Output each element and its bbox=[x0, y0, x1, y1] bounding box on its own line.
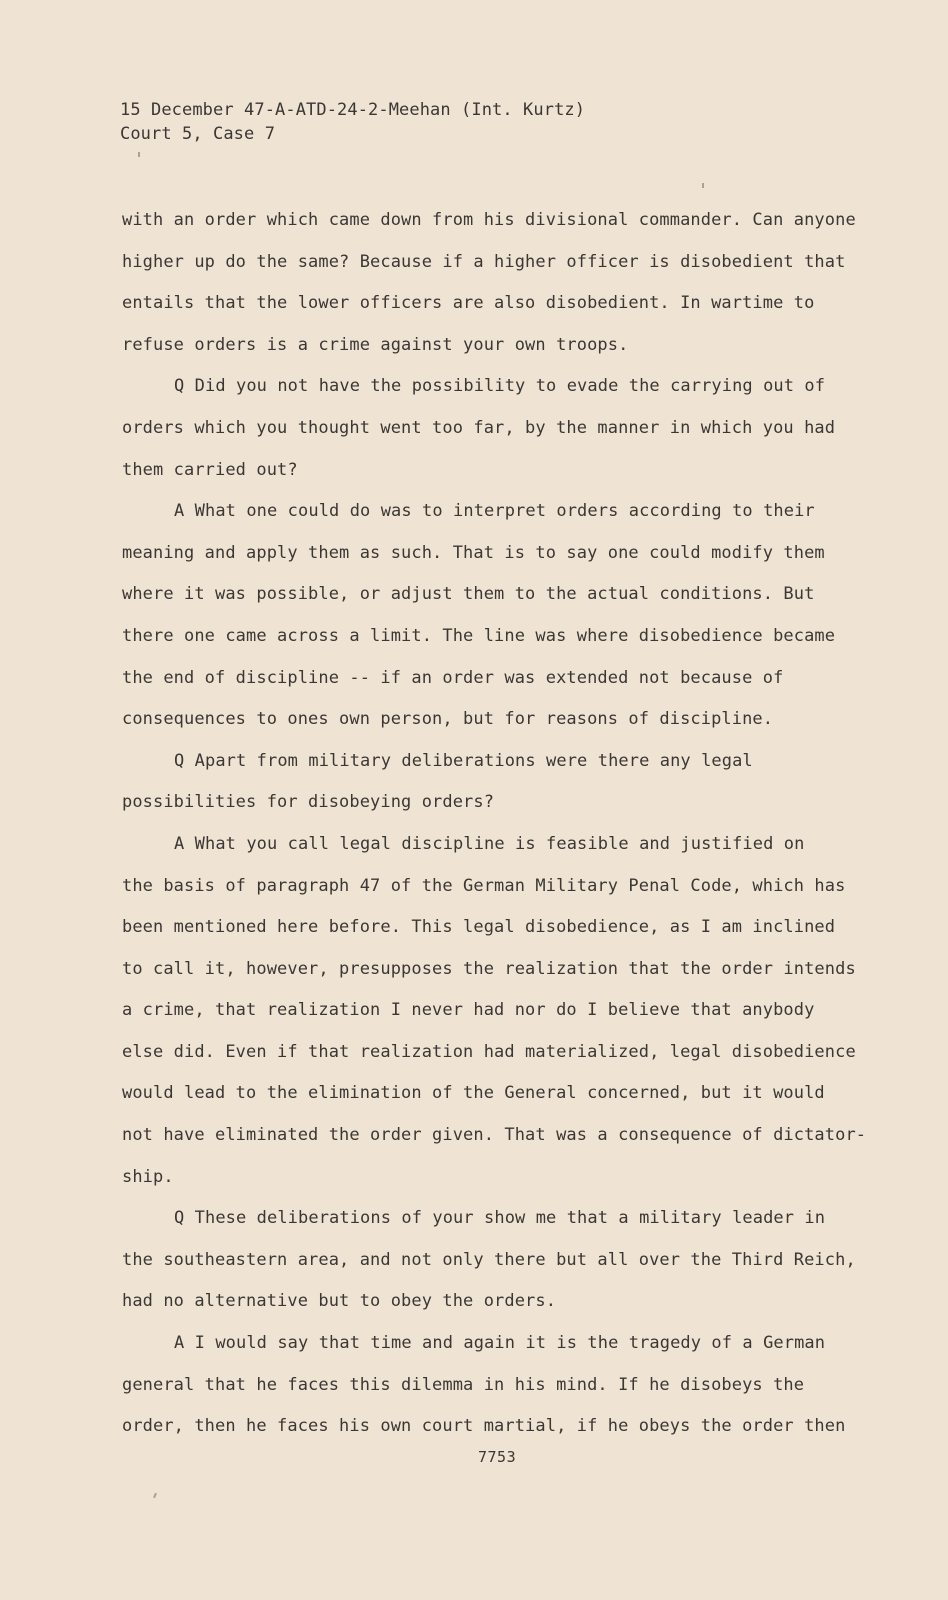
transcript-line: there one came across a limit. The line was where disobedience became bbox=[122, 625, 836, 646]
transcript-body bbox=[122, 200, 867, 1448]
transcript-line: had no alternative but to obey the orders. bbox=[122, 1291, 557, 1312]
transcript-line: a crime, that realization I never had nor do I believe that anybody bbox=[122, 1000, 815, 1021]
transcript-line: higher up do the same? Because if a higher officer is disobedient that bbox=[122, 251, 846, 272]
transcript-line: else did. Even if that realization had materialized, legal disobedience bbox=[122, 1041, 856, 1062]
transcript-line: Q Apart from military deliberations were there any legal bbox=[174, 750, 753, 771]
transcript-line: the basis of paragraph 47 of the German Military Penal Code, which has bbox=[122, 875, 846, 896]
transcript-line: orders which you thought went too far, by the manner in which you had bbox=[122, 417, 836, 438]
transcript-line: Q Did you not have the possibility to evade the carrying out of bbox=[174, 376, 826, 397]
transcript-line: to call it, however, presupposes the realization that the order intends bbox=[122, 958, 856, 979]
header-line-2: Court 5, Case 7 bbox=[120, 124, 276, 144]
transcript-line: refuse orders is a crime against your own troops. bbox=[122, 334, 629, 355]
transcript-line: where it was possible, or adjust them to the actual conditions. But bbox=[122, 584, 815, 605]
transcript-line: A What you call legal discipline is feasible and justified on bbox=[174, 833, 805, 854]
document-header bbox=[120, 98, 585, 146]
page-number: 7753 bbox=[478, 1448, 517, 1466]
transcript-line: consequences to ones own person, but for reasons of discipline. bbox=[122, 709, 774, 730]
transcript-line: not have eliminated the order given. That was a consequence of dictator- bbox=[122, 1125, 867, 1146]
paper-speck bbox=[702, 183, 704, 188]
paper-speck bbox=[138, 152, 140, 157]
transcript-line: would lead to the elimination of the General concerned, but it would bbox=[122, 1083, 825, 1104]
transcript-line: Q These deliberations of your show me that a military leader in bbox=[174, 1208, 826, 1229]
transcript-line: order, then he faces his own court martial, if he obeys the order then bbox=[122, 1416, 846, 1437]
transcript-line: general that he faces this dilemma in his mind. If he disobeys the bbox=[122, 1374, 805, 1395]
transcript-line: A I would say that time and again it is the tragedy of a German bbox=[174, 1333, 826, 1354]
transcript-line: with an order which came down from his divisional commander. Can anyone bbox=[122, 210, 856, 230]
transcript-line: the end of discipline -- if an order was extended not because of bbox=[122, 667, 784, 688]
transcript-line: ship. bbox=[122, 1166, 174, 1187]
transcript-line: been mentioned here before. This legal disobedience, as I am inclined bbox=[122, 917, 836, 938]
transcript-line: meaning and apply them as such. That is to say one could modify them bbox=[122, 542, 825, 563]
transcript-line: them carried out? bbox=[122, 459, 298, 480]
paper-speck bbox=[153, 1493, 157, 1498]
transcript-line: the southeastern area, and not only there but all over the Third Reich, bbox=[122, 1249, 856, 1270]
transcript-line: possibilities for disobeying orders? bbox=[122, 792, 495, 813]
header-line-1: 15 December 47-A-ATD-24-2-Meehan (Int. Kurtz) bbox=[120, 100, 586, 120]
transcript-line: A What one could do was to interpret orders according to their bbox=[174, 501, 815, 522]
transcript-line: entails that the lower officers are also disobedient. In wartime to bbox=[122, 293, 815, 314]
